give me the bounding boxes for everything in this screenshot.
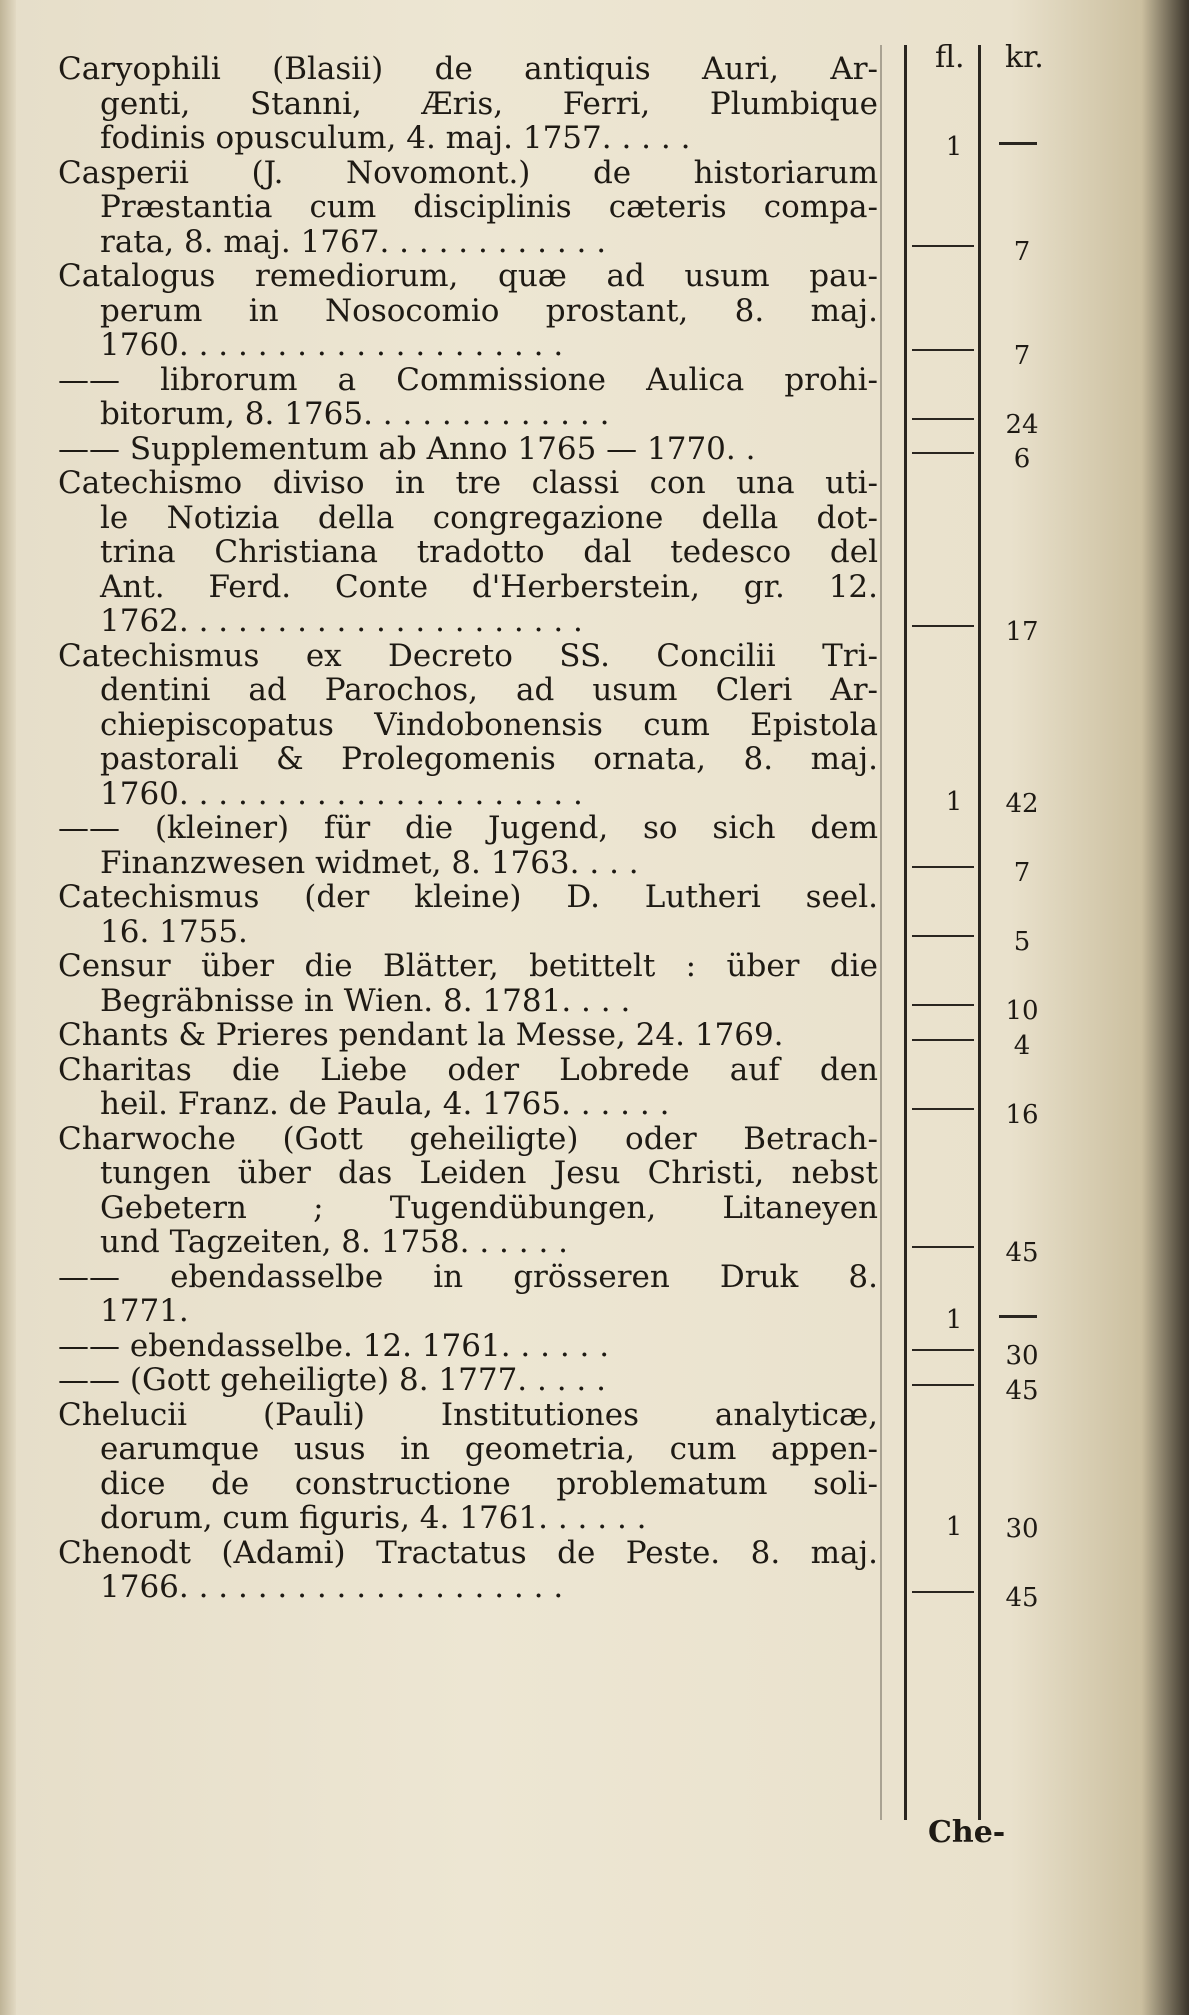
entry-line: Caryophili (Blasii) de antiquis Auri, Ar-	[58, 52, 878, 87]
entry-line: —— librorum a Commissione Aulica prohi-	[58, 362, 878, 397]
entry-line: Ant. Ferd. Conte d'Herberstein, gr. 12.	[100, 569, 878, 604]
column-rule-fl	[904, 45, 907, 1820]
price-row	[904, 996, 1054, 1034]
entry-line: Præstantia cum disciplinis cæteris compa-	[100, 190, 878, 225]
florin-dash	[912, 1039, 974, 1041]
entry-line: dice de constructione problematum soli-	[100, 1466, 878, 1501]
entry-line: chiepiscopatus Vindobonensis cum Epistola	[100, 707, 878, 742]
kreuzer-value: 45	[1005, 1582, 1039, 1613]
entry-line: Chelucii (Pauli) Institutiones analyticæ,	[58, 1397, 878, 1432]
price-row	[904, 131, 1054, 172]
column-rule-kr	[978, 45, 981, 1820]
price-row	[904, 1030, 1054, 1069]
kreuzer-value: 30	[1005, 1341, 1039, 1371]
entry-line: Finanzwesen widmet, 8. 1763. . . .	[100, 845, 639, 880]
price-row	[904, 616, 1054, 655]
price-row	[904, 409, 1054, 448]
entry-line: Charitas die Liebe oder Lobrede auf den	[58, 1052, 878, 1087]
catalog-entry	[58, 259, 878, 363]
entry-line: perum in Nosocomio prostant, 8. maj.	[100, 293, 878, 328]
entry-line: —— Supplementum ab Anno 1765 — 1770. .	[58, 431, 756, 466]
entry-line: —— (kleiner) für die Jugend, so sich dem	[58, 811, 878, 846]
price-row	[904, 1341, 1054, 1379]
kreuzer-value: 30	[1005, 1513, 1039, 1544]
kreuzer-value: 16	[1005, 1099, 1039, 1130]
entry-line: —— ebendasselbe in grösseren Druk 8.	[58, 1259, 878, 1294]
entry-line: Catechismo diviso in tre classi con una uti-	[58, 466, 878, 501]
page-gutter	[0, 0, 16, 2015]
entry-line: dorum, cum figuris, 4. 1761. . . . . .	[100, 1501, 647, 1536]
entry-line: 1762. . . . . . . . . . . . . . . . . . . . .	[100, 604, 583, 639]
entry-line: Catechismus (der kleine) D. Lutheri seel.	[58, 880, 878, 915]
price-row	[904, 858, 1054, 896]
catalog-entry	[58, 432, 878, 467]
florin-dash	[912, 418, 974, 420]
catalog-entry	[58, 1053, 878, 1122]
price-row	[904, 1099, 1054, 1138]
kreuzer-value: 45	[1005, 1237, 1039, 1268]
entry-line: 1771.	[100, 1294, 189, 1329]
entry-line: Charwoche (Gott geheiligte) oder Betrach-	[58, 1121, 878, 1156]
florin-dash	[912, 866, 974, 868]
florin-dash	[912, 1591, 974, 1593]
entry-line: Gebetern ; Tugendübungen, Litaneyen	[100, 1190, 878, 1225]
catalog-entry	[58, 52, 878, 156]
entry-line: trina Christiana tradotto dal tedesco del	[100, 535, 878, 570]
column-rule-faint	[880, 45, 882, 1820]
entry-line: tungen über das Leiden Jesu Christi, nebst	[100, 1156, 878, 1191]
entry-line: fodinis opusculum, 4. maj. 1757. . . . .	[100, 121, 691, 156]
entry-line: 16. 1755.	[100, 914, 248, 949]
price-row	[904, 1304, 1054, 1345]
kreuzer-value: 42	[1005, 789, 1039, 819]
entry-line: Catechismus ex Decreto SS. Concilii Tri-	[58, 638, 878, 673]
catalog-entry	[58, 1018, 878, 1053]
florin-dash	[912, 1004, 974, 1006]
entry-line: —— ebendasselbe. 12. 1761. . . . . .	[58, 1328, 610, 1363]
entry-line: und Tagzeiten, 8. 1758. . . . . .	[100, 1225, 569, 1260]
catalog-entry	[58, 880, 878, 949]
header-florin: fl.	[935, 40, 965, 75]
price-row	[904, 1375, 1054, 1414]
florin-dash	[912, 1108, 974, 1110]
entry-line: Begräbnisse in Wien. 8. 1781. . . .	[100, 983, 631, 1018]
kreuzer-dash	[999, 1315, 1037, 1318]
entry-line: 1766. . . . . . . . . . . . . . . . . . . .	[100, 1570, 564, 1605]
price-row	[904, 1237, 1054, 1276]
catalog-entry	[58, 1329, 878, 1364]
florin-value: 1	[945, 131, 963, 162]
price-row	[904, 237, 1054, 275]
florin-dash	[912, 452, 974, 454]
kreuzer-value: 6	[1013, 444, 1031, 474]
florin-dash	[912, 1384, 974, 1386]
kreuzer-value: 45	[1005, 1375, 1039, 1406]
catalog-entry	[58, 949, 878, 1018]
entry-line: genti, Stanni, Æris, Ferri, Plumbique	[100, 86, 878, 121]
florin-dash	[912, 245, 974, 247]
catalog-entry	[58, 1398, 878, 1536]
entry-line: Censur über die Blätter, betittelt : über die	[58, 949, 878, 984]
florin-value: 1	[945, 1304, 963, 1335]
header-kreuzer: kr.	[1005, 40, 1044, 75]
florin-dash	[912, 1349, 974, 1351]
entry-line: Casperii (J. Novomont.) de historiarum	[58, 155, 878, 190]
entry-line: earumque usus in geometria, cum appen-	[100, 1432, 878, 1467]
entry-line: —— (Gott geheiligte) 8. 1777. . . . .	[58, 1363, 606, 1398]
kreuzer-value: 7	[1013, 340, 1031, 371]
florin-dash	[912, 935, 974, 937]
kreuzer-value: 17	[1005, 616, 1039, 647]
florin-value: 1	[945, 1511, 963, 1542]
entry-line: 1760. . . . . . . . . . . . . . . . . . . .	[100, 328, 564, 363]
florin-dash	[912, 625, 974, 627]
catalog-entries	[58, 52, 878, 1605]
kreuzer-value: 10	[1005, 996, 1039, 1026]
entry-line: dentini ad Parochos, ad usum Cleri Ar-	[100, 673, 878, 708]
price-row	[904, 787, 1054, 827]
catalog-entry	[58, 363, 878, 432]
entry-line: bitorum, 8. 1765. . . . . . . . . . . . .	[100, 397, 610, 432]
entry-line: Chenodt (Adami) Tractatus de Peste. 8. maj.	[58, 1535, 878, 1570]
entry-line: Chants & Prieres pendant la Messe, 24. 1769.	[58, 1018, 784, 1053]
catalog-entry	[58, 1122, 878, 1260]
kreuzer-value: 7	[1013, 237, 1031, 267]
price-row	[904, 340, 1054, 379]
price-row	[904, 927, 1054, 965]
catalog-entry	[58, 639, 878, 812]
catalog-entry	[58, 466, 878, 639]
kreuzer-value: 5	[1013, 927, 1031, 957]
catalog-entry	[58, 811, 878, 880]
florin-dash	[912, 349, 974, 351]
catalog-entry	[58, 156, 878, 260]
catalog-entry	[58, 1536, 878, 1605]
price-row	[904, 1582, 1054, 1621]
kreuzer-value: 4	[1013, 1030, 1031, 1061]
florin-value: 1	[945, 787, 963, 817]
entry-line: Catalogus remediorum, quæ ad usum pau-	[58, 259, 878, 294]
entry-line: rata, 8. maj. 1767. . . . . . . . . . . .	[100, 224, 607, 259]
florin-dash	[912, 1246, 974, 1248]
entry-line: heil. Franz. de Paula, 4. 1765. . . . . .	[100, 1087, 670, 1122]
entry-line: le Notizia della congregazione della dot-	[100, 500, 878, 535]
kreuzer-value: 7	[1013, 858, 1031, 888]
price-row	[904, 444, 1054, 482]
kreuzer-dash	[999, 142, 1037, 145]
catalog-entry	[58, 1260, 878, 1329]
kreuzer-value: 24	[1005, 409, 1039, 440]
entry-line: pastorali & Prolegomenis ornata, 8. maj.	[100, 742, 878, 777]
entry-line: 1760. . . . . . . . . . . . . . . . . . . . .	[100, 776, 583, 811]
catchword: Che-	[928, 1815, 1006, 1850]
catalog-entry	[58, 1363, 878, 1398]
price-row	[904, 1511, 1054, 1552]
